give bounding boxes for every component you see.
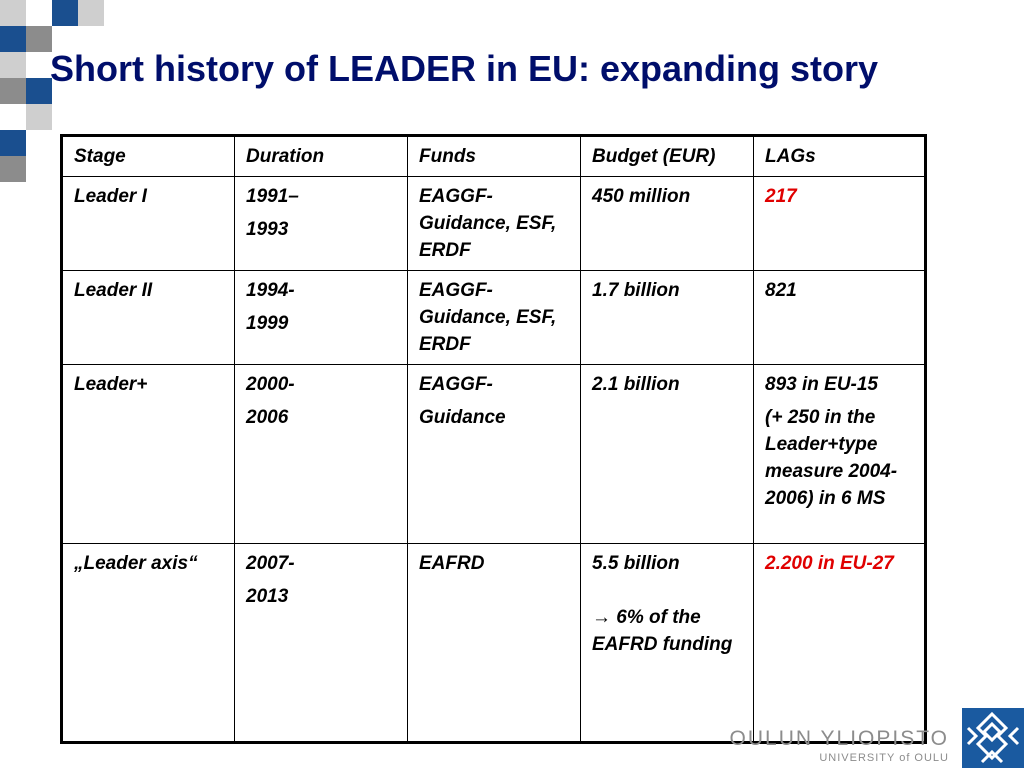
- decor-square: [78, 0, 104, 26]
- duration-end: 1999: [246, 313, 289, 334]
- budget-text: 450 million: [592, 186, 691, 207]
- stage-cell: [62, 271, 235, 365]
- stage-text: Leader I: [74, 186, 147, 207]
- logo-main-text: OULUN YLIOPISTO: [729, 727, 949, 750]
- stage-text: Leader+: [74, 374, 148, 395]
- lags-cell: [754, 271, 926, 365]
- funds-cell: [408, 544, 581, 743]
- stage-text: „Leader axis“: [74, 553, 198, 574]
- header-cell: Duration: [235, 136, 408, 177]
- lags-cell: [754, 177, 926, 271]
- budget-cell: [581, 544, 754, 743]
- lags-cell: [754, 365, 926, 544]
- duration-start: 1991–: [246, 186, 299, 207]
- decor-square: [0, 78, 26, 104]
- logo-sub-text: UNIVERSITY of OULU: [819, 752, 949, 764]
- stage-cell: [62, 544, 235, 743]
- table-header-row: [62, 136, 926, 177]
- header-cell: Funds: [408, 136, 581, 177]
- budget-cell: [581, 365, 754, 544]
- decor-square: [0, 156, 26, 182]
- slide-title: Short history of LEADER in EU: expanding story: [50, 48, 879, 89]
- funds-cell: [408, 365, 581, 544]
- lags-text: 2.200 in EU-27: [765, 553, 894, 574]
- duration-start: 2000-: [246, 374, 295, 395]
- lags-text: 217: [765, 186, 797, 207]
- lags-text: 821: [765, 280, 797, 301]
- lags-cell: [754, 544, 926, 743]
- stage-text: Leader II: [74, 280, 153, 301]
- university-emblem-icon: [962, 708, 1024, 768]
- header-cell: Stage: [62, 136, 235, 177]
- duration-end: 1993: [246, 219, 289, 240]
- duration-end: 2006: [246, 407, 289, 428]
- funds-cell: [408, 177, 581, 271]
- lags-note: (+ 250 in the Leader+type measure 2004-2006) in 6 MS: [765, 407, 898, 509]
- table-row: [62, 271, 926, 365]
- funds-text: EAGGF-Guidance, ESF, ERDF: [419, 186, 557, 261]
- decor-square: [26, 104, 52, 130]
- budget-cell: [581, 271, 754, 365]
- decor-square: [0, 52, 26, 78]
- budget-text: 1.7 billion: [592, 280, 680, 301]
- table-row: [62, 544, 926, 743]
- duration-start: 2007-: [246, 553, 295, 574]
- university-logo-text: [713, 727, 949, 765]
- funds-text: EAGGF-: [419, 374, 493, 395]
- funds-cell: [408, 271, 581, 365]
- header-cell: Budget (EUR): [581, 136, 754, 177]
- duration-start: 1994-: [246, 280, 295, 301]
- duration-cell: [235, 365, 408, 544]
- budget-cell: [581, 177, 754, 271]
- decor-square: [0, 0, 26, 26]
- decor-square: [52, 0, 78, 26]
- stage-cell: [62, 177, 235, 271]
- lags-text: 893 in EU-15: [765, 374, 878, 395]
- duration-cell: [235, 544, 408, 743]
- budget-note: → 6% of the EAFRD funding: [592, 607, 733, 655]
- decor-square: [0, 130, 26, 156]
- duration-cell: [235, 177, 408, 271]
- budget-text: 5.5 billion: [592, 553, 680, 574]
- funds-text: EAFRD: [419, 553, 485, 574]
- table-row: [62, 365, 926, 544]
- funds-text: EAGGF-Guidance, ESF, ERDF: [419, 280, 557, 355]
- budget-text: 2.1 billion: [592, 374, 680, 395]
- decor-square: [26, 78, 52, 104]
- duration-cell: [235, 271, 408, 365]
- decor-square: [0, 26, 26, 52]
- stage-cell: [62, 365, 235, 544]
- header-cell: LAGs: [754, 136, 926, 177]
- emblem-pattern-icon: [962, 708, 1024, 768]
- funds-text: Guidance: [419, 407, 506, 428]
- leader-history-table: [60, 134, 927, 744]
- decor-square: [26, 26, 52, 52]
- duration-end: 2013: [246, 586, 289, 607]
- table-row: [62, 177, 926, 271]
